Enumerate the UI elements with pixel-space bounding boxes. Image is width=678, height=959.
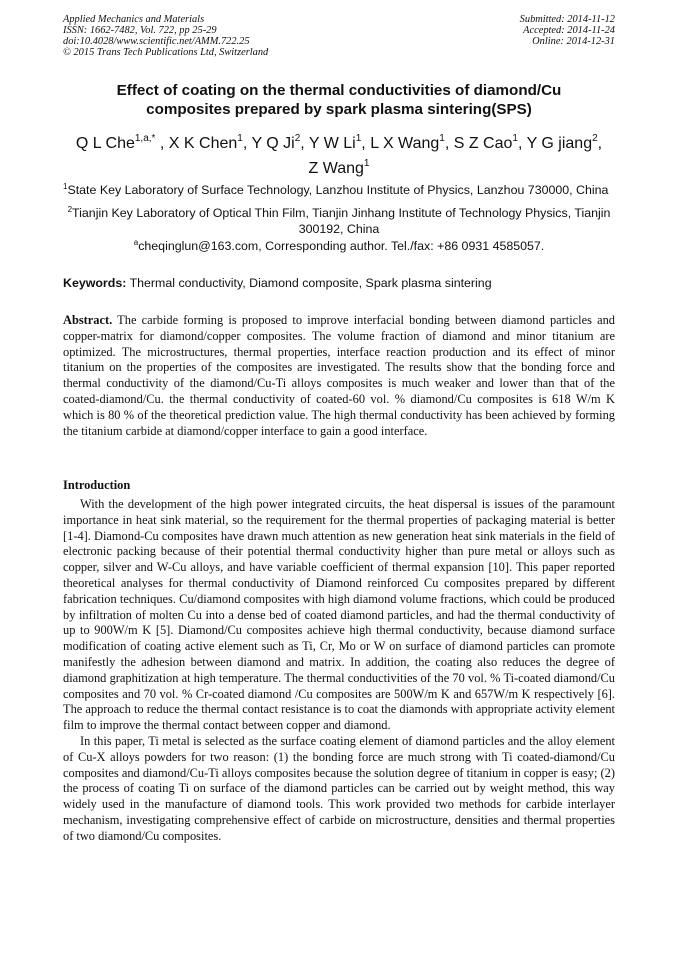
title-line-2: composites prepared by spark plasma sintering(SPS) xyxy=(146,101,532,118)
author: Y G jiang$^2$, xyxy=(526,133,603,152)
paper-title xyxy=(63,81,615,119)
author: X K Chen$^1$, xyxy=(168,133,252,152)
doi-line[interactable]: doi:10.4028/www.scientific.net/AMM.722.25 xyxy=(63,36,250,47)
author: Y Q Ji$^2$, xyxy=(251,133,309,152)
affiliation-1: $^1$State Key Laboratory of Surface Technology, Lanzhou Institute of Physics, Lanzhou 730000, China xyxy=(63,182,609,197)
paragraph: In this paper, Ti metal is selected as the surface coating element of diamond particles and the alloy element of Cu-X alloys powders for two reason: (1) the bonding force are much strong with Ti coated-diamond/Cu composites and diamond/Cu-Ti alloys composites because the solution degree of titanium in copper is easy; (2) the process of coating Ti on surface of the diamond particles can be carried out by weight method, this way widely used in the manufacture of diamond tools. This work provided two methods for carbide interlayer mechanism, investigating comprehensive effect of carbide on microstructure, densities and thermal properties of two diamond/Cu composites. xyxy=(63,733,615,843)
corresponding-email: $^a$cheqinglun@163.com, Corresponding author. Tel./fax: +86 0931 4585057. xyxy=(133,238,545,253)
keywords-text: Thermal conductivity, Diamond composite, Spark plasma sintering xyxy=(126,276,492,290)
journal-name: Applied Mechanics and Materials xyxy=(63,14,205,25)
online-date: Online: 2014-12-31 xyxy=(532,36,615,47)
email-text[interactable]: cheqinglun@163.com, Corresponding author. Tel./fax: +86 0931 4585057. xyxy=(138,239,545,253)
author: Z Wang$^1$ xyxy=(308,158,370,177)
abstract-label: Abstract. xyxy=(63,313,113,327)
accepted-date: Accepted: 2014-11-24 xyxy=(523,25,615,36)
section-heading-introduction: Introduction xyxy=(63,478,131,492)
publication-dates xyxy=(520,14,615,47)
submitted-date: Submitted: 2014-11-12 xyxy=(519,14,615,25)
copyright-line: © 2015 Trans Tech Publications Ltd, Switzerland xyxy=(63,47,269,58)
introduction-body xyxy=(63,497,615,845)
journal-info xyxy=(63,14,268,58)
abstract xyxy=(63,313,615,439)
author: Q L Che$^{1,a,*}$ , xyxy=(75,133,169,152)
paragraph: With the development of the high power integrated circuits, the heat dispersal is issues of the paramount importance in heat sink material, so the requirement for the thermal properties of packaging material is better [1-4]. Diamond-Cu composites have drawn much attention as new generation heat sink materials in the field of electronic packing because of their potential thermal conductivity higher than pure metal or alloys such as copper, silver and W-Cu alloys, and have variable coefficient of thermal expansion [10]. This paper reported theoretical analyses for thermal conductivity of Diamond reinforced Cu composites prepared by different fabrication techniques. Cu/diamond composites with high diamond volume fractions, which could be produced by infiltration of molten Cu into a dense bed of coated diamond particles, and had the thermal conductivity of up to 900W/m K [5]. Diamond/Cu composites achieve high thermal conductivity, because diamond surface modification of coating active element such as Ti, Cr, Mo or W on surface of diamond particles can promote manifestly the adhesion between diamond and matrix. In addition, the coating also reduces the degree of diamond graphitization at high temperature. The thermal conductivities of the 70 vol. % Ti-coated diamond/Cu composites and 70 vol. % Cr-coated diamond /Cu composites are 500W/m K and 657W/m K respectively [6]. The approach to reduce the thermal contact resistance is to coat the diamonds with appropriate activity element film to improve the thermal contact between copper and diamond. xyxy=(63,497,615,733)
author: Y W Li$^1$, xyxy=(308,133,371,152)
author: L X Wang$^1$, xyxy=(370,133,454,152)
keywords-label: Keywords: xyxy=(63,276,127,290)
issn-line: ISSN: 1662-7482, Vol. 722, pp 25-29 xyxy=(63,25,217,36)
author: S Z Cao$^1$, xyxy=(453,133,527,152)
affiliation-2: $^2$Tianjin Key Laboratory of Optical Thin Film, Tianjin Jinhang Institute of Technology Physics, Tianjin 300192, China xyxy=(67,205,611,236)
keywords xyxy=(63,276,615,291)
title-line-1: Effect of coating on the thermal conductivities of diamond/Cu xyxy=(116,82,562,99)
author-list xyxy=(63,131,615,181)
abstract-text: The carbide forming is proposed to improve interfacial bonding between diamond particles and copper-matrix for diamond/copper composites. The volume fraction of diamond and minor titanium are optimized. The microstructures, thermal properties, interface reaction production and its effect of minor titanium on the properties of the composites are investigated. The results show that the bonding force and thermal conductivity of the diamond/Cu-Ti alloys composites is much weaker and lower than that of the coated-diamond/Cu. the thermal conductivity of coated-60 vol. % diamond/Cu composites is 618 W/m K which is 80 % of the theoretical prediction value. The high thermal conductivity has been achieved by forming the titanium carbide at diamond/copper interface to gain a good interface. xyxy=(63,313,615,438)
